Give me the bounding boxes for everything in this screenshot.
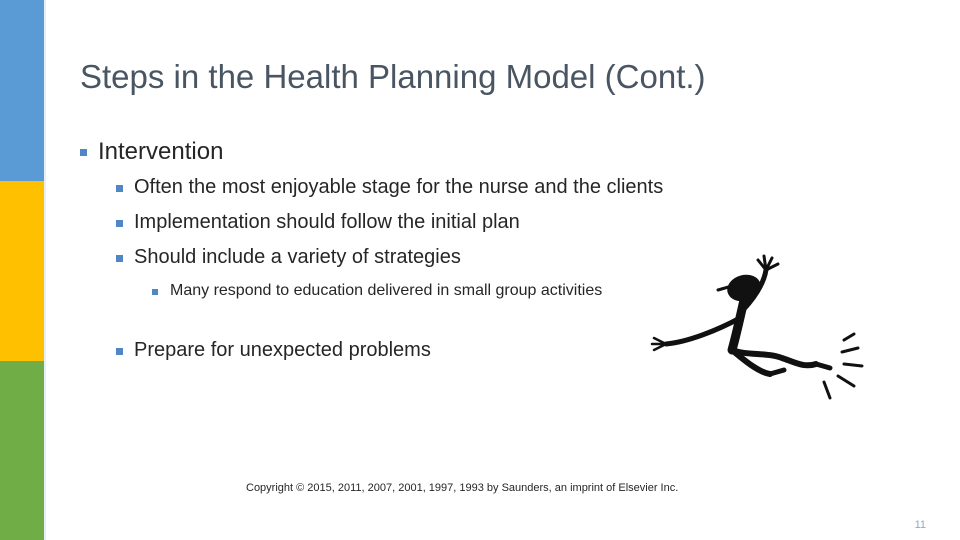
bullet-text: Many respond to education delivered in small group activities	[170, 282, 603, 299]
bullet-text: Intervention	[98, 138, 224, 165]
page-number: 11	[914, 519, 926, 531]
accent-bar-edge	[44, 0, 46, 540]
slide-title: Steps in the Health Planning Model (Cont.)	[80, 58, 706, 95]
bullet-text: Should include a variety of strategies	[134, 246, 461, 268]
bullet-marker	[116, 220, 123, 227]
bullet-text: Often the most enjoyable stage for the nurse and the clients	[134, 176, 664, 198]
bullet-marker	[116, 185, 123, 192]
bullet-text: Prepare for unexpected problems	[134, 339, 431, 361]
stick-figure-illustration	[648, 248, 868, 408]
bullet-marker	[152, 289, 158, 295]
bullet-text: Implementation should follow the initial plan	[134, 211, 520, 233]
bullet-marker	[80, 149, 87, 156]
accent-bar-green	[0, 361, 44, 540]
bullet-marker	[116, 255, 123, 262]
bullet-marker	[116, 348, 123, 355]
copyright-notice: Copyright © 2015, 2011, 2007, 2001, 1997, 1993 by Saunders, an imprint of Elsevier Inc.	[246, 482, 679, 494]
accent-bar-blue	[0, 0, 44, 181]
accent-bar-yellow	[0, 181, 44, 361]
